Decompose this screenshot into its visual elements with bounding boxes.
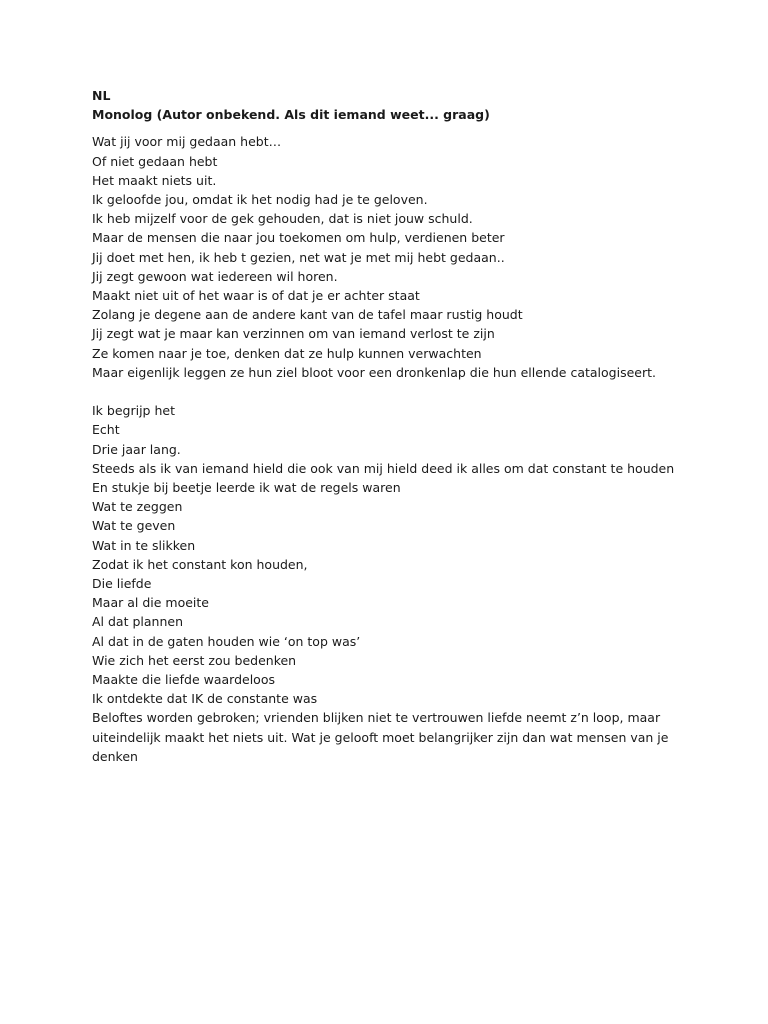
text-line: Maakte die liefde waardeloos [92, 672, 275, 688]
text-line: Ik ontdekte dat IK de constante was [92, 691, 318, 707]
text-line: Het maakt niets uit. [92, 172, 217, 188]
text-line: Jij zegt gewoon wat iedereen wil horen. [92, 268, 338, 284]
document-title: Monolog (Autor onbekend. Als dit iemand weet... graag) [92, 107, 490, 123]
text-line: Wat jij voor mij gedaan hebt… [92, 134, 282, 150]
stanza-spacer [92, 382, 692, 401]
closing-line: denken [92, 748, 138, 764]
text-line: Zodat ik het constant kon houden, [92, 556, 308, 572]
text-line: Of niet gedaan hebt [92, 153, 218, 169]
document-page [92, 86, 692, 766]
text-line: Steeds als ik van iemand hield die ook van mij hield deed ik alles om dat constant te houden [92, 460, 675, 476]
text-line: Zolang je degene aan de andere kant van de tafel maar rustig houdt [92, 307, 523, 323]
text-line: Al dat plannen [92, 614, 183, 630]
text-line: Ik heb mijzelf voor de gek gehouden, dat is niet jouw schuld. [92, 211, 473, 227]
text-line: Al dat in de gaten houden wie ‘on top was’ [92, 633, 361, 649]
text-line: En stukje bij beetje leerde ik wat de regels waren [92, 480, 401, 496]
heading-spacer [92, 124, 692, 132]
text-line: Jij doet met hen, ik heb t gezien, net wat je met mij hebt gedaan.. [92, 249, 505, 265]
text-line: Wie zich het eerst zou bedenken [92, 652, 297, 668]
text-line: Drie jaar lang. [92, 441, 181, 457]
text-line: Ze komen naar je toe, denken dat ze hulp kunnen verwachten [92, 345, 482, 361]
language-tag: NL [92, 88, 111, 103]
closing-line: Beloftes worden gebroken; vrienden blijken niet te vertrouwen liefde neemt z’n loop, maar [92, 710, 661, 726]
text-line: Maar al die moeite [92, 595, 209, 611]
text-line: Wat te zeggen [92, 499, 183, 515]
stanza-2 [92, 401, 692, 766]
text-line: Ik begrijp het [92, 403, 175, 419]
closing-line: uiteindelijk maakt het niets uit. Wat je gelooft moet belangrijker zijn dan wat mensen van je [92, 729, 669, 745]
text-line: Maar de mensen die naar jou toekomen om hulp, verdienen beter [92, 230, 505, 246]
text-line: Jij zegt wat je maar kan verzinnen om van iemand verlost te zijn [92, 326, 495, 342]
text-line: Ik geloofde jou, omdat ik het nodig had je te geloven. [92, 192, 428, 208]
text-line: Maakt niet uit of het waar is of dat je er achter staat [92, 288, 420, 304]
text-line: Echt [92, 422, 120, 438]
text-line: Maar eigenlijk leggen ze hun ziel bloot voor een dronkenlap die hun ellende catalogiseert. [92, 364, 656, 380]
text-line: Wat te geven [92, 518, 176, 534]
stanza-1 [92, 132, 692, 382]
text-line: Die liefde [92, 576, 152, 592]
text-line: Wat in te slikken [92, 537, 196, 553]
